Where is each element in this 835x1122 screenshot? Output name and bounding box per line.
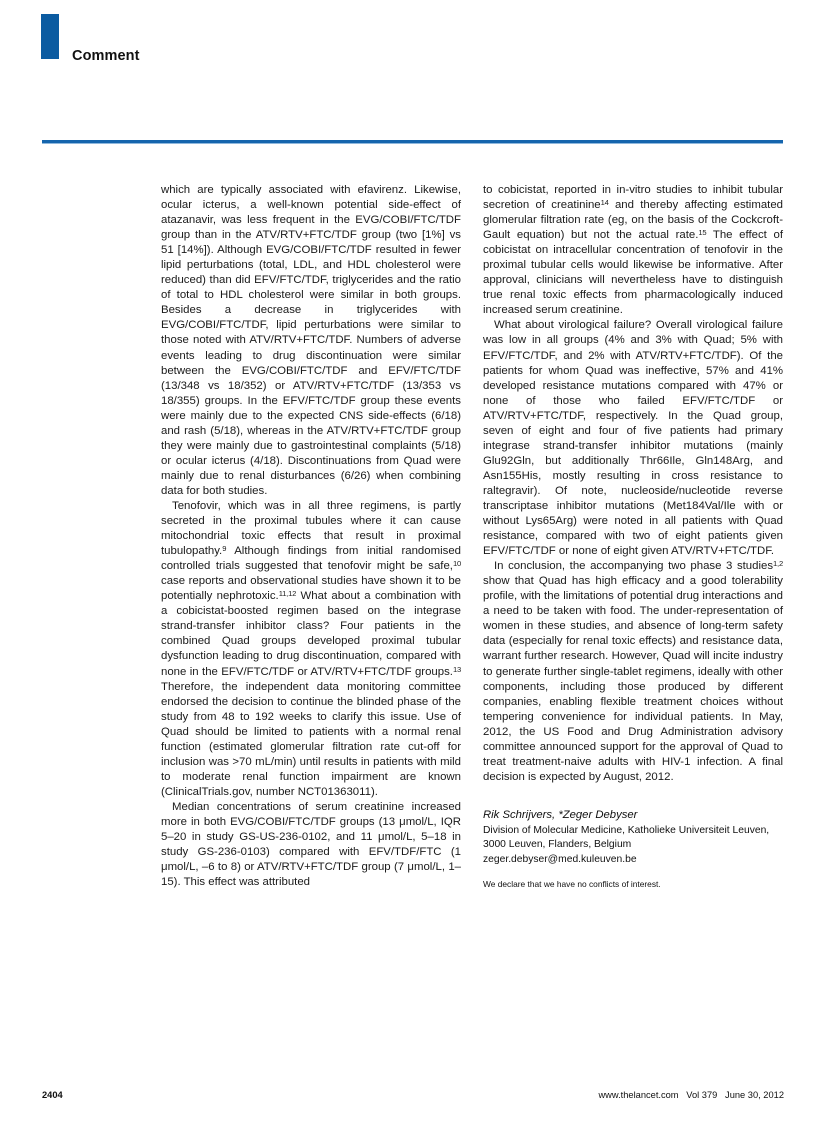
paragraph: to cobicistat, reported in in-vitro studies to inhibit tubular secretion of creatinine$^{14}$ and thereby affecting estimated glomerular filtration rate (eg, on the basis of the Cockcroft-Gault equation) but not the actual rate.$^{15}$ The effect of cobicistat on intracellular concentration of tenofovir in the proximal tubular cells would likewise be informative. After approval, clinicians will nevertheless have to distinguish true renal toxic effects from pharmacologically induced increased serum creatinine. — [483, 184, 783, 317]
paragraph: Median concentrations of serum creatinine increased more in both EVG/COBI/FTC/TDF groups (13 μmol/L, IQR 5–20 in study GS-US-236-0102, and 11 μmol/L, 5–18 in study GS-236-0103) compared with EFV/TDF/FTC (1 μmol/L, –6 to 8) or ATV/RTV+FTC/TDF group (7 μmol/L, 1–15). This effect was attributed — [161, 800, 461, 889]
author-names: Rik Schrijvers, *Zeger Debyser — [483, 808, 638, 821]
reference-marker: 11,12 — [278, 589, 297, 599]
header-divider-rule — [42, 140, 783, 144]
left-text-column — [161, 183, 461, 1063]
reference-marker: 9 — [222, 543, 227, 553]
reference-marker: 13 — [452, 664, 461, 674]
author-affiliation-line-1: Division of Molecular Medicine, Katholieke Universiteit Leuven, — [483, 824, 770, 836]
page-footer — [42, 1084, 793, 1100]
page-section-title: Comment — [72, 48, 140, 64]
author-affiliation-line-2: 3000 Leuven, Flanders, Belgium — [483, 839, 632, 851]
brand-accent-bar — [41, 14, 59, 59]
page-header — [0, 0, 835, 150]
journal-source-line: www.thelancet.com Vol 379 June 30, 2012 — [598, 1090, 784, 1100]
reference-marker: 10 — [452, 558, 461, 568]
paragraph: which are typically associated with efavirenz. Likewise, ocular icterus, a well-known potential side-effect of atazanavir, was less frequent in the EVG/COBI/FTC/TDF group than in the ATV/RTV+FTC/TDF group (two [1%] vs 51 [14%]). Although EVG/COBI/FTC/TDF resulted in fewer lipid perturbations (total, LDL, and HDL cholesterol were reduced) than did EFV/FTC/TDF, triglycerides and the ratio of total to HDL cholesterol were similar in both groups. Besides a decrease in triglycerides with EVG/COBI/FTC/TDF, lipid perturbations were similar to those noted with ATV/RTV+FTC/TDF. Numbers of adverse events leading to drug discontinuation were similar between the EVG/COBI/FTC/TDF and EFV/FTC/TDF (13/348 vs 18/352) or ATV/RTV+FTC/TDF (13/353 vs 18/355) groups. In the EFV/FTC/TDF group these events were mainly due to the expected CNS side-effects (6/18) and rash (5/18), whereas in the ATV/RTV+FTC/TDF group they were mainly due to gastrointestinal complaints (5/18) or ocular icterus (4/18). Discontinuations from Quad were mainly due to renal disturbances (6/26) when combining data for both studies. — [161, 184, 461, 497]
paragraph: What about virological failure? Overall virological failure was low in all groups (4% and 3% with Quad; 5% with EFV/FTC/TDF, and 2% with ATV/RTV+FTC/TDF). Of the patients for whom Quad was ineffective, 57% and 41% developed resistance mutations compared with 47% or none of those who failed EFV/FTC/TDF or ATV/RTV+FTC/TDF, respectively. In the Quad group, seven of eight and four of five patients had primary integrase strand-transfer inhibitor mutations (mainly Glu92Gln, but additionally Thr66Ile, Gln148Arg, and Asn155His, mostly resulting in cross resistance to raltegravir). Of note, nucleoside/nucleotide reverse transcriptase inhibitor mutations (Met184Val/Ile with or without Lys65Arg) were noted in all patients with Quad resistance, compared with two of eight patients given EFV/FTC/TDF or none of eight given ATV/RTV+FTC/TDF. — [483, 319, 783, 558]
paragraph: Tenofovir, which was in all three regimens, is partly secreted in the proximal tubules where it can cause mitochondrial toxic effects that result in proximal tubulopathy.$^9$ Although findings from initial randomised controlled trials suggested that tenofovir might be safe,$^{10}$ case reports and observational studies have shown it to be potentially nephrotoxic.$^{11,12}$ What about a combination with a cobicistat-boosted regimen based on the integrase strand-transfer inhibitor class? Four patients in the combined Quad groups developed proximal tubular dysfunction leading to drug discontinuation, compared with none in the EFV/FTC/TDF or ATV/RTV+FTC/TDF groups.$^{13}$ Therefore, the independent data monitoring committee endorsed the decision to continue the blinded phase of the study from 48 to 192 weeks to clarify this issue. Use of Quad should be limited to patients with a normal renal function (estimated glomerular filtration rate cut-off for inclusion was >70 mL/min) until results in patients with mild to moderate renal function impairment are known (ClinicalTrials.gov, number NCT01363011). — [161, 499, 461, 798]
page-number: 2404 — [42, 1090, 63, 1100]
article-body — [161, 183, 783, 1063]
reference-marker: 15 — [698, 227, 707, 237]
right-text-column — [483, 183, 783, 1063]
reference-marker: 1,2 — [773, 558, 783, 568]
author-block — [483, 808, 783, 891]
author-email[interactable]: zeger.debyser@med.kuleuven.be — [483, 854, 637, 866]
paragraph: In conclusion, the accompanying two phase 3 studies$^{1,2}$ show that Quad has high efficacy and a good tolerability profile, with the limitations of potential drug interactions and a need to be taken with food. The under-representation of women in these studies, and absence of long-term safety data (especially for renal toxic effects) and resistance data, warrant further research. However, Quad will incite industry to generate further single-tablet regimens, ideally with other components, including those produced by different companies, enabling flexible treatment choices without tempering convenience for individual patients. In May, 2012, the US Food and Drug Administration advisory committee announced support for the approval of Quad to treat treatment-naive adults with HIV-1 infection. A final decision is expected by August, 2012. — [483, 558, 783, 783]
conflict-of-interest-statement: We declare that we have no conflicts of interest. — [483, 878, 661, 889]
reference-marker: 14 — [600, 197, 609, 207]
